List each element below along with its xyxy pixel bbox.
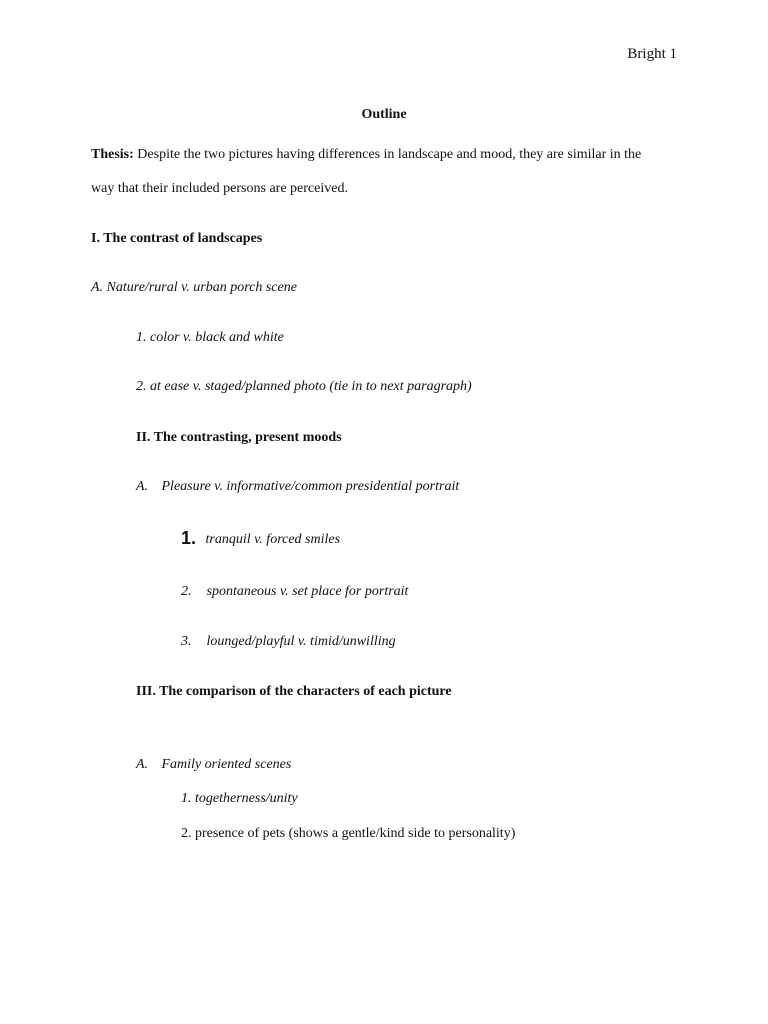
section-2-item-2 [181,583,408,601]
thesis-text-1: Despite the two pictures having differences in landscape and mood, they are similar in the [137,147,642,162]
section-1-point-a: A. Nature/rural v. urban porch scene [91,280,297,295]
page-title: Outline [361,107,407,122]
section-3-point-a-text: Family oriented scenes [161,757,292,772]
thesis-line-2: way that their included persons are perceived. [91,181,348,196]
section-2-item-3 [181,633,396,651]
thesis-line-1 [91,146,641,164]
section-2-item-2-text: spontaneous v. set place for portrait [206,584,409,599]
section-2-item-1-text: tranquil v. forced smiles [205,532,341,547]
section-1-heading: I. The contrast of landscapes [91,231,263,246]
section-3-point-a-marker: A. [136,757,149,772]
section-1-item-1: 1. color v. black and white [136,330,284,345]
running-head: Bright 1 [627,46,677,62]
section-2-item-3-marker: 3. [181,634,192,649]
section-3-item-2: 2. presence of pets (shows a gentle/kind side to personality) [181,826,516,841]
section-1-item-2: 2. at ease v. staged/planned photo (tie in to next paragraph) [136,379,472,394]
section-2-point-a-text: Pleasure v. informative/common presidential portrait [161,479,460,494]
section-2-point-a-marker: A. [136,479,149,494]
section-2-item-1-marker: 1. [181,528,197,548]
section-2-item-1 [181,528,340,549]
section-2-item-2-marker: 2. [181,584,192,599]
thesis-label: Thesis: [91,147,134,162]
section-2-point-a [136,478,459,496]
section-3-point-a [136,756,291,774]
section-3-item-1: 1. togetherness/unity [181,791,298,806]
section-2-item-3-text: lounged/playful v. timid/unwilling [206,634,396,649]
section-2-heading: II. The contrasting, present moods [136,430,342,445]
section-3-heading: III. The comparison of the characters of each picture [136,684,452,699]
